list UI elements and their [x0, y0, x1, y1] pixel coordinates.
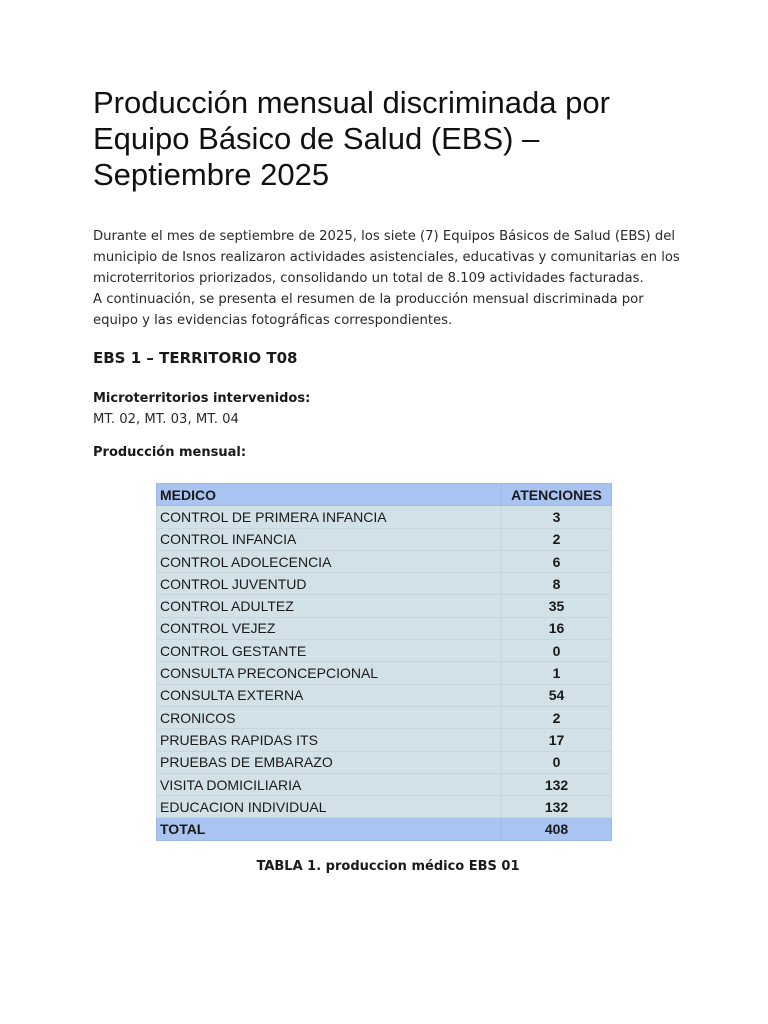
table-row [157, 573, 612, 595]
row-activity: EDUCACION INDIVIDUAL [157, 796, 502, 818]
table-caption: TABLA 1. produccion médico EBS 01 [256, 859, 520, 874]
intro-paragraph-1: Durante el mes de septiembre de 2025, los siete (7) Equipos Básicos de Salud (EBS) del municipio de Isnos realizaron actividades asistenciales, educativas y comunitarias en los microterritorios priorizados, consolidando un total de 8.109 actividades facturadas. [93, 229, 680, 286]
table-row [157, 706, 612, 728]
total-label: TOTAL [157, 818, 502, 840]
table-row [157, 751, 612, 773]
row-activity: CONSULTA EXTERNA [157, 684, 502, 706]
table-row [157, 640, 612, 662]
row-count: 132 [502, 773, 612, 795]
intro-paragraph-2: A continuación, se presenta el resumen de la producción mensual discriminada por equipo y las evidencias fotográficas correspondientes. [93, 292, 644, 328]
header-atenciones: ATENCIONES [502, 484, 612, 506]
row-count: 0 [502, 751, 612, 773]
table-total-row [157, 818, 612, 840]
header-medico: MEDICO [157, 484, 502, 506]
table-row [157, 796, 612, 818]
table-row [157, 729, 612, 751]
table-row [157, 617, 612, 639]
row-count: 0 [502, 640, 612, 662]
row-activity: CONTROL INFANCIA [157, 528, 502, 550]
table-row [157, 506, 612, 528]
row-activity: PRUEBAS RAPIDAS ITS [157, 729, 502, 751]
microterritorios-value: MT. 02, MT. 03, MT. 04 [93, 412, 239, 427]
produccion-label: Producción mensual: [93, 445, 247, 460]
table-row [157, 550, 612, 572]
row-count: 16 [502, 617, 612, 639]
row-activity: CRONICOS [157, 706, 502, 728]
table-row [157, 528, 612, 550]
intro-text [93, 226, 683, 331]
production-table [156, 483, 612, 841]
row-count: 8 [502, 573, 612, 595]
row-count: 6 [502, 550, 612, 572]
row-activity: CONSULTA PRECONCEPCIONAL [157, 662, 502, 684]
row-activity: CONTROL ADULTEZ [157, 595, 502, 617]
table-row [157, 662, 612, 684]
row-activity: CONTROL JUVENTUD [157, 573, 502, 595]
row-count: 17 [502, 729, 612, 751]
row-activity: PRUEBAS DE EMBARAZO [157, 751, 502, 773]
row-activity: VISITA DOMICILIARIA [157, 773, 502, 795]
row-count: 2 [502, 706, 612, 728]
page-title: Producción mensual discriminada por Equipo Básico de Salud (EBS) – Septiembre 2025 [93, 85, 610, 192]
row-count: 2 [502, 528, 612, 550]
row-activity: CONTROL GESTANTE [157, 640, 502, 662]
section-heading: EBS 1 – TERRITORIO T08 [93, 349, 298, 367]
row-count: 54 [502, 684, 612, 706]
total-value: 408 [502, 818, 612, 840]
table-row [157, 773, 612, 795]
row-count: 132 [502, 796, 612, 818]
table-header-row [157, 484, 612, 506]
table-row [157, 684, 612, 706]
row-count: 1 [502, 662, 612, 684]
production-table-wrapper [156, 483, 612, 841]
row-activity: CONTROL DE PRIMERA INFANCIA [157, 506, 502, 528]
row-count: 35 [502, 595, 612, 617]
table-row [157, 595, 612, 617]
row-activity: CONTROL VEJEZ [157, 617, 502, 639]
row-activity: CONTROL ADOLECENCIA [157, 550, 502, 572]
microterritorios-label: Microterritorios intervenidos: [93, 391, 311, 406]
row-count: 3 [502, 506, 612, 528]
microterritorios-block [93, 388, 310, 430]
